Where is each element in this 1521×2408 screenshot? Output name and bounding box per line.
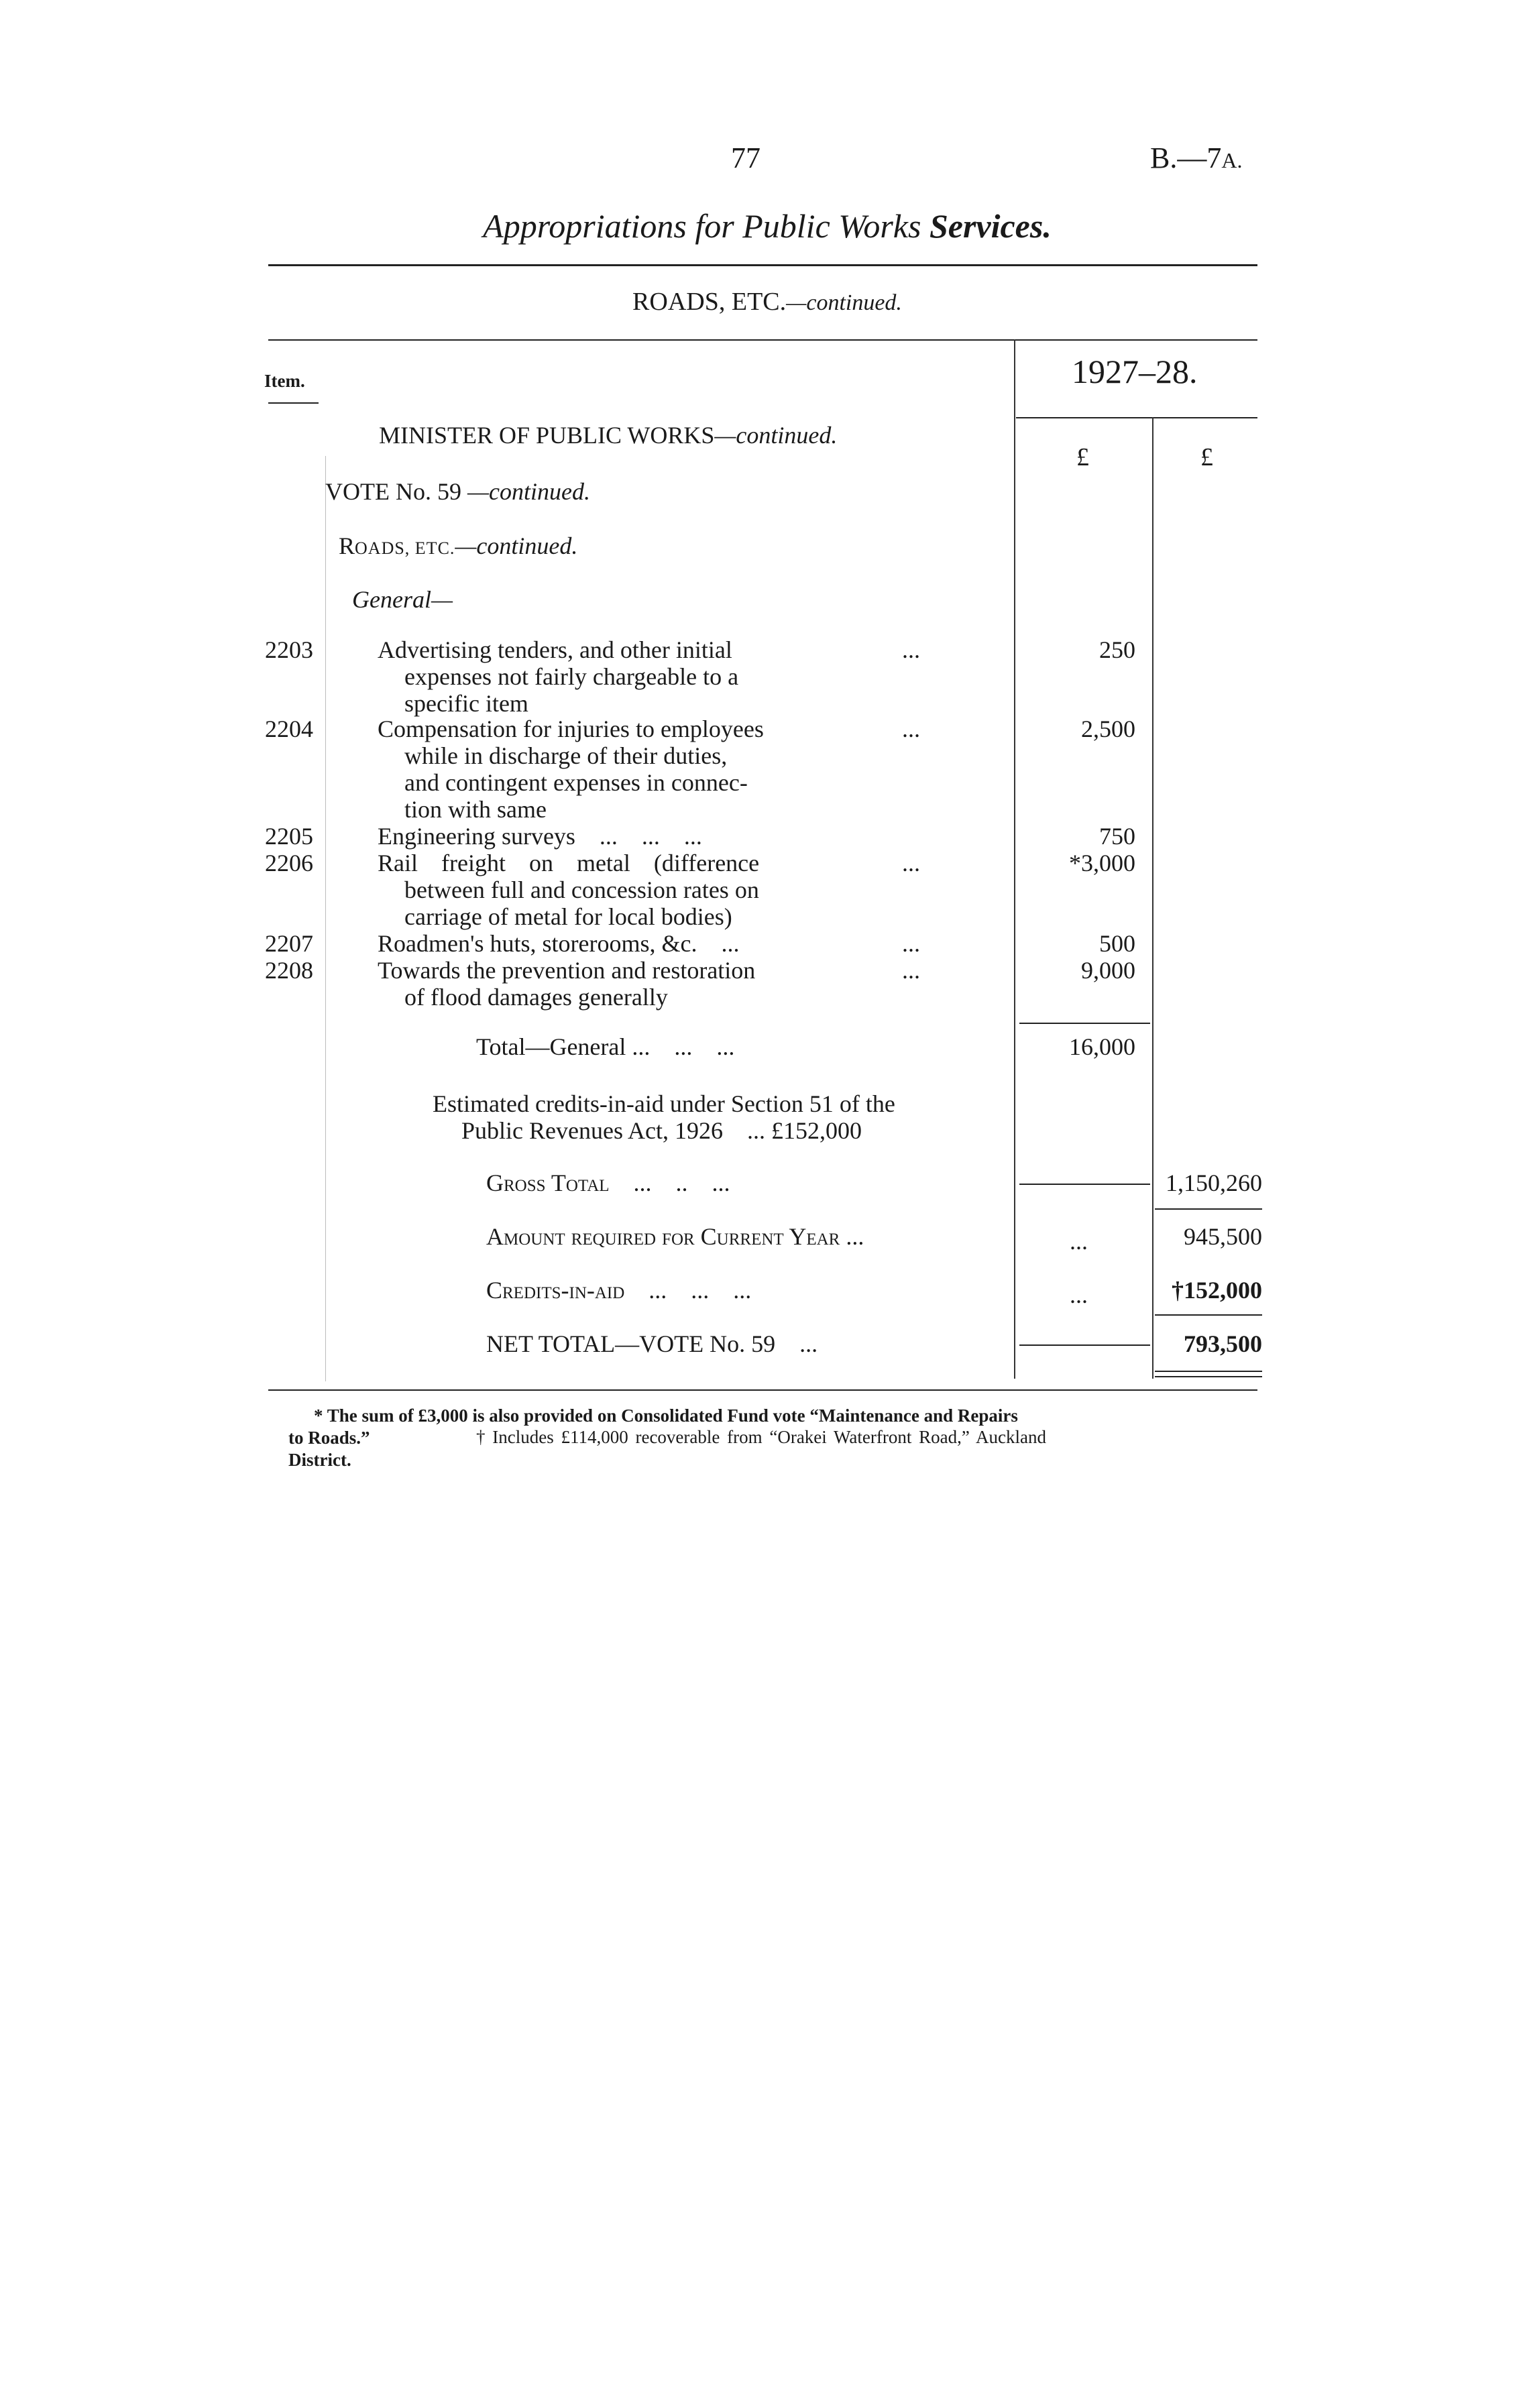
item-2204-line-1: Compensation for injuries to employees xyxy=(378,715,764,742)
amount-column-rule-mid xyxy=(1152,417,1153,1379)
subtitle-main: ROADS, ETC. xyxy=(632,288,787,316)
amount-required-label: Amount required for Current Year ... xyxy=(486,1223,864,1250)
item-2207-line-1: Roadmen's huts, storerooms, &c. ... xyxy=(378,930,740,957)
item-2208-value: 9,000 xyxy=(1081,957,1135,984)
item-2206-dots: ... xyxy=(902,850,920,876)
roads-heading xyxy=(339,532,577,560)
page-title xyxy=(0,207,1521,245)
left-column-rule xyxy=(325,456,326,1381)
credits-note-line-2: Public Revenues Act, 1926 ... £152,000 xyxy=(461,1117,862,1144)
minister-heading xyxy=(379,421,837,449)
year-column-header: 1927–28. xyxy=(1072,353,1198,390)
col2-currency: £ xyxy=(1200,443,1213,471)
item-2206-line-3: carriage of metal for local bodies) xyxy=(404,903,732,930)
roads-initial: R xyxy=(339,532,355,559)
item-2205-line-1: Engineering surveys ... ... ... xyxy=(378,823,702,850)
item-2207-value: 500 xyxy=(1099,930,1135,957)
item-2206-value: *3,000 xyxy=(1069,850,1135,876)
title-lead: Appropriations for Public Works xyxy=(483,207,921,245)
minister-cont: —continued. xyxy=(714,422,838,449)
credits-in-aid-dots: ... xyxy=(1070,1281,1088,1308)
item-2204-line-2: while in discharge of their duties, xyxy=(404,742,728,769)
credits-in-aid-value: †152,000 xyxy=(1172,1277,1262,1304)
item-number-2207: 2207 xyxy=(265,930,313,957)
item-2205-value: 750 xyxy=(1099,823,1135,850)
year-underline xyxy=(1016,417,1257,418)
net-total-label: NET TOTAL—VOTE No. 59 ... xyxy=(486,1330,818,1357)
gross-total-value: 1,150,260 xyxy=(1166,1169,1262,1196)
amount-required-rule xyxy=(1155,1208,1262,1210)
footnote-dagger: † Includes £114,000 recoverable from “Orakei Waterfront Road,” Auckland xyxy=(476,1427,1047,1447)
item-number-2205: 2205 xyxy=(265,823,313,850)
gross-total-rule xyxy=(1019,1184,1150,1185)
item-number-2208: 2208 xyxy=(265,957,313,984)
total-general-value: 16,000 xyxy=(1069,1033,1135,1060)
item-2206-line-1: Rail freight on metal (difference xyxy=(378,850,760,876)
item-2203-line-1: Advertising tenders, and other initial xyxy=(378,636,732,663)
roads-rest: OADS, ETC. xyxy=(355,538,455,558)
title-trail: Services. xyxy=(929,207,1052,245)
item-2204-line-3: and contingent expenses in connec- xyxy=(404,769,748,796)
item-2203-line-3: specific item xyxy=(404,690,528,717)
item-2204-line-4: tion with same xyxy=(404,796,547,823)
credits-in-aid-label: Credits-in-aid ... ... ... xyxy=(486,1277,752,1304)
roads-cont: —continued. xyxy=(455,532,578,559)
item-2207-dots: ... xyxy=(902,930,920,957)
total-general-label: Total—General ... ... ... xyxy=(476,1033,735,1060)
reference-prefix: B.—7 xyxy=(1150,141,1222,174)
credits-note-line-1: Estimated credits-in-aid under Section 51 of the xyxy=(433,1090,895,1117)
item-2204-value: 2,500 xyxy=(1081,715,1135,742)
subtitle-cont: —continued. xyxy=(786,290,902,315)
item-2208-line-1: Towards the prevention and restoration xyxy=(378,957,756,984)
total-general-rule xyxy=(1019,1023,1150,1024)
title-rule xyxy=(268,264,1257,266)
item-2203-dots: ... xyxy=(902,636,920,663)
item-column-header: Item. xyxy=(264,371,305,391)
item-number-2206: 2206 xyxy=(265,850,313,876)
footnote-star-line-1: * The sum of £3,000 is also provided on Consolidated Fund vote “Maintenance and Repairs xyxy=(314,1406,1018,1426)
footnote-district: District. xyxy=(288,1450,351,1470)
general-heading: General— xyxy=(352,586,453,613)
amount-column-rule-left xyxy=(1014,339,1015,1379)
item-header-underline xyxy=(268,402,319,404)
gross-total-label: Gross Total ... .. ... xyxy=(486,1169,730,1196)
item-2208-dots: ... xyxy=(902,957,920,984)
vote-text: VOTE No. 59 xyxy=(325,478,461,505)
item-2203-line-2: expenses not fairly chargeable to a xyxy=(404,663,739,690)
item-number-2203: 2203 xyxy=(265,636,313,663)
section-subtitle xyxy=(0,287,1521,317)
item-2208-line-2: of flood damages generally xyxy=(404,984,668,1011)
item-2203-value: 250 xyxy=(1099,636,1135,663)
table-bottom-rule xyxy=(268,1389,1257,1391)
amount-required-value: 945,500 xyxy=(1184,1223,1262,1250)
amount-required-dots: ... xyxy=(1070,1228,1088,1255)
net-total-double-rule-2 xyxy=(1155,1376,1262,1377)
footnote-star-line-2: to Roads.” xyxy=(288,1428,370,1448)
net-total-double-rule-1 xyxy=(1155,1371,1262,1372)
reference-suffix: A. xyxy=(1221,148,1243,172)
document-reference xyxy=(1150,141,1242,175)
item-2206-line-2: between full and concession rates on xyxy=(404,876,759,903)
minister-text: MINISTER OF PUBLIC WORKS xyxy=(379,422,715,449)
vote-heading xyxy=(325,477,590,506)
table-top-rule xyxy=(268,339,1257,341)
net-total-value: 793,500 xyxy=(1184,1330,1262,1357)
page-number: 77 xyxy=(731,141,760,174)
vote-cont: —continued. xyxy=(467,478,590,505)
col1-currency: £ xyxy=(1076,443,1089,471)
item-number-2204: 2204 xyxy=(265,715,313,742)
net-total-rule xyxy=(1019,1344,1150,1346)
credits-in-aid-rule xyxy=(1155,1314,1262,1316)
item-2204-dots: ... xyxy=(902,715,920,742)
